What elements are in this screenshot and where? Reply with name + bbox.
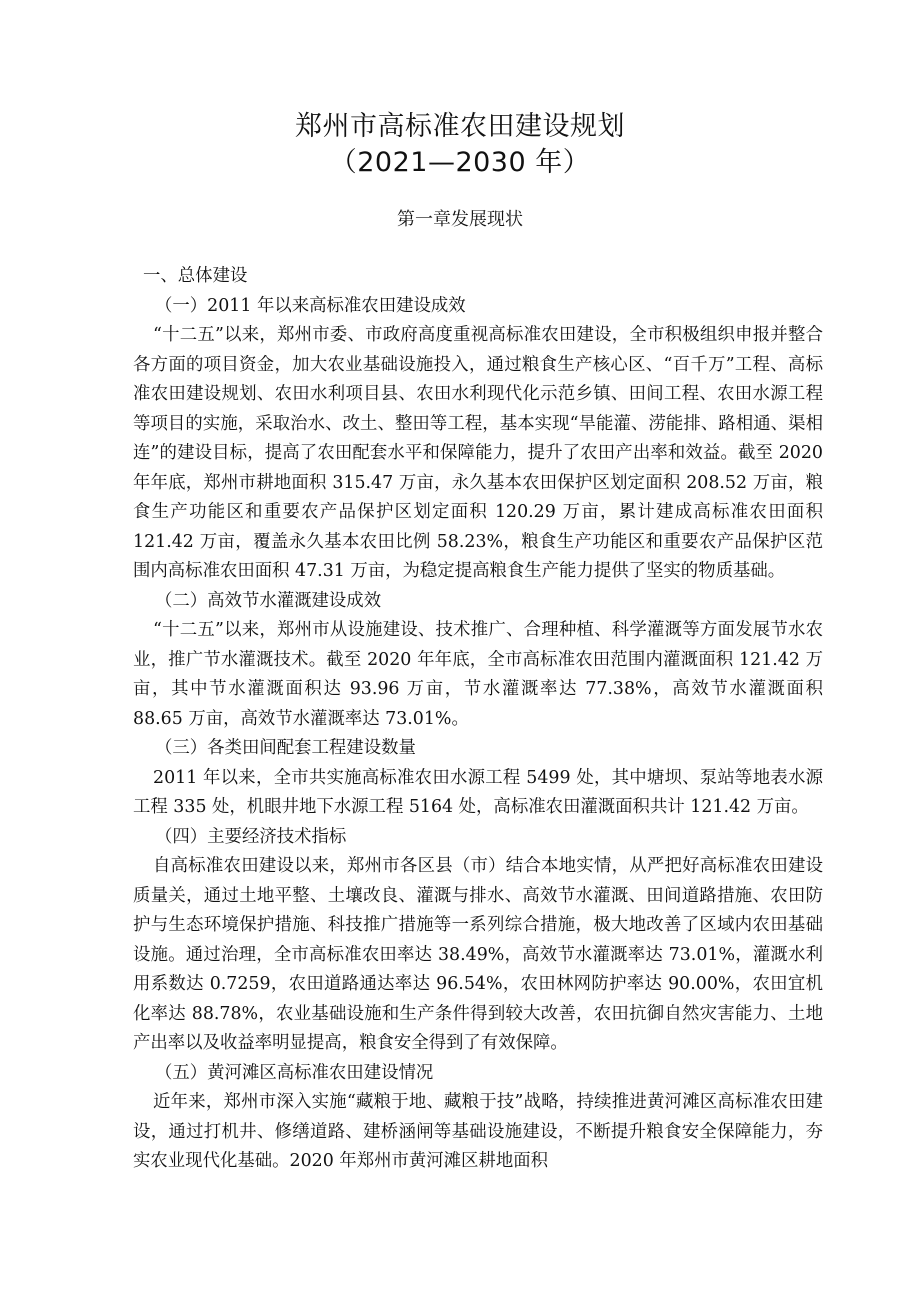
document-body xyxy=(133,262,823,1177)
subsection-heading: （三）各类田间配套工程建设数量 xyxy=(155,738,416,758)
document-subtitle: （2021—2030 年） xyxy=(329,147,591,178)
subsection-heading: （五）黄河滩区高标准农田建设情况 xyxy=(155,1062,434,1083)
paragraph: “十二五”以来，郑州市委、市政府高度重视高标准农田建设，全市积极组织申报并整合各方面的项目资金，加大农业基础设施投入，通过粮食生产核心区、“百千万”工程、高标准农田建设规划、农田水利项目县、农田水利现代化示范乡镇、田间工程、农田水源工程等项目的实施，采取治水、改土、整田等工程，基本实现“旱能灌、涝能排、路相通、渠相连”的建设目标，提高了农田配套水平和保障能力，提升了农田产出率和效益。截至 2020 年年底，郑州市耕地面积 315.47 万亩，永久基本农田保护区划定面积 208.52 万亩，粮食生产功能区和重要农产品保护区划定面积 120.29 万亩，累计建成高标准农田面积 121.42 万亩，覆盖永久基本农田比例 58.23%，粮食生产功能区和重要农产品保护区范围内高标准农田面积 47.31 万亩，为稳定提高粮食生产能力提供了坚实的物质基础。 xyxy=(133,325,823,581)
subsection-heading: （四）主要经济技术指标 xyxy=(155,826,347,847)
subsection-heading: （二）高效节水灌溉建设成效 xyxy=(155,590,382,611)
paragraph: 2011 年以来，全市共实施高标准农田水源工程 5499 处，其中塘坝、泵站等地表水源工程 335 处，机眼井地下水源工程 5164 处，高标准农田灌溉面积共计 121.42 万亩。 xyxy=(133,767,823,817)
section-heading: 一、总体建设 xyxy=(143,266,248,286)
subsection-heading: （一）2011 年以来高标准农田建设成效 xyxy=(155,295,466,316)
paragraph: 自高标准农田建设以来，郑州市各区县（市）结合本地实情，从严把好高标准农田建设质量关，通过土地平整、土壤改良、灌溉与排水、高效节水灌溉、田间道路措施、农田防护与生态环境保护措施、科技推广措施等一系列综合措施，极大地改善了区域内农田基础设施。通过治理，全市高标准农田率达 38.49%，高效节水灌溉率达 73.01%，灌溉水利用系数达 0.7259，农田道路通达率达 96.54%，农田林网防护率达 90.00%，农田宜机化率达 88.78%，农业基础设施和生产条件得到较大改善，农田抗御自然灾害能力、土地产出率以及收益率明显提高，粮食安全得到了有效保障。 xyxy=(133,856,823,1053)
paragraph: 近年来，郑州市深入实施“藏粮于地、藏粮于技”战略，持续推进黄河滩区高标准农田建设，通过打机井、修缮道路、建桥涵闸等基础设施建设，不断提升粮食安全保障能力，夯实农业现代化基础。2020 年郑州市黄河滩区耕地面积 xyxy=(133,1092,823,1171)
document-title: 郑州市高标准农田建设规划 xyxy=(295,111,625,142)
chapter-heading: 第一章发展现状 xyxy=(397,209,523,230)
paragraph: “十二五”以来，郑州市从设施建设、技术推广、合理种植、科学灌溉等方面发展节水农业，推广节水灌溉技术。截至 2020 年年底，全市高标准农田范围内灌溉面积 121.42 万亩，其中节水灌溉面积达 93.96 万亩，节水灌溉率达 77.38%，高效节水灌溉面积 88.65 万亩，高效节水灌溉率达 73.01%。 xyxy=(133,620,823,729)
